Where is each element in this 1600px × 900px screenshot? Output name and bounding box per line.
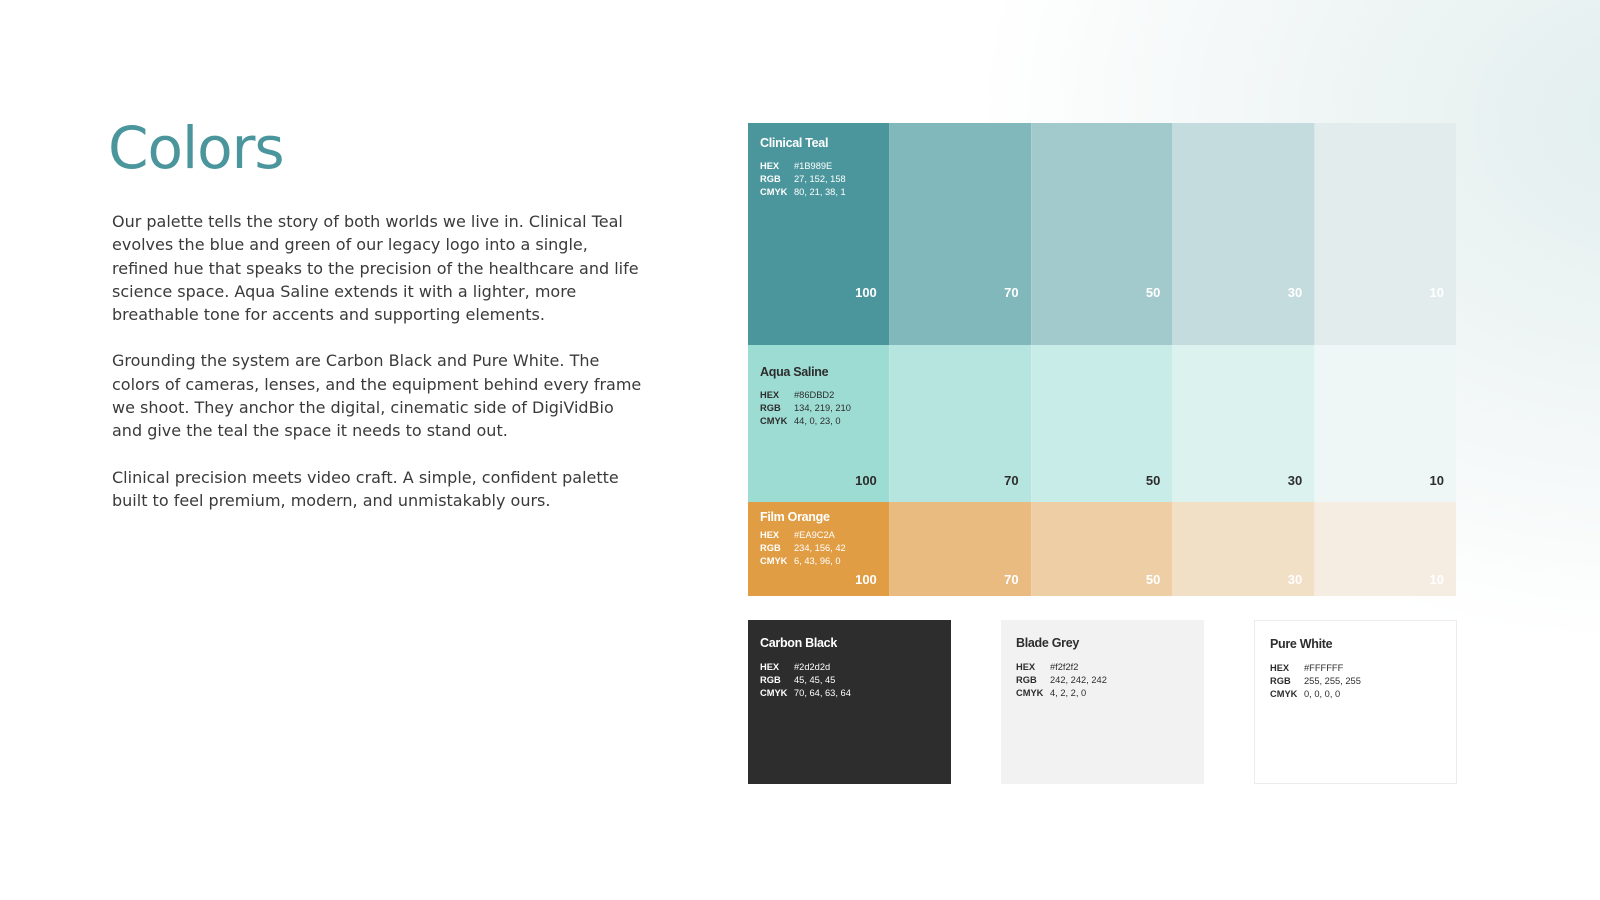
spec-value: #1B989E — [794, 161, 833, 171]
spec-key: CMYK — [760, 556, 788, 566]
color-name: Pure White — [1270, 637, 1333, 651]
spec-hex — [1016, 661, 1107, 674]
spec-key: CMYK — [760, 187, 788, 197]
swatch-tint-70 — [890, 345, 1032, 502]
neutral-palette — [748, 620, 1456, 784]
intro-paragraph: Our palette tells the story of both worlds we live in. Clinical Teal evolves the blue and green of our legacy logo into a single, refined hue that speaks to the precision of the healthcare and life science space. Aqua Saline extends it with a lighter, more breathable tone for accents and supporting elements. — [112, 212, 639, 325]
spec-key: RGB — [760, 174, 781, 184]
tint-label: 100 — [855, 285, 877, 300]
color-name: Aqua Saline — [760, 365, 829, 379]
spec-key: HEX — [1016, 662, 1036, 672]
spec-hex — [760, 529, 846, 542]
tint-label: 100 — [855, 572, 877, 587]
color-info — [760, 136, 846, 199]
color-name: Carbon Black — [760, 636, 837, 650]
color-info — [760, 510, 846, 568]
spec-key: HEX — [760, 161, 780, 171]
tint-label: 50 — [1145, 473, 1161, 488]
spec-value: 255, 255, 255 — [1304, 676, 1361, 686]
swatch-tint-10 — [1315, 502, 1456, 596]
spec-key: RGB — [760, 403, 781, 413]
spec-value: #FFFFFF — [1304, 663, 1344, 673]
swatch-tint-10 — [1315, 123, 1456, 345]
swatch-blade-grey — [1001, 620, 1204, 784]
swatch-tint-30 — [1173, 345, 1315, 502]
spec-key: HEX — [760, 390, 780, 400]
tint-label: 10 — [1429, 572, 1444, 587]
spec-value: 134, 219, 210 — [794, 403, 851, 413]
swatch-tint-30 — [1173, 123, 1315, 345]
spec-rgb — [760, 674, 851, 687]
spec-key: CMYK — [1016, 688, 1044, 698]
spec-cmyk — [760, 555, 846, 568]
tint-label: 30 — [1287, 572, 1303, 587]
spec-cmyk — [1270, 688, 1361, 701]
spec-cmyk — [1016, 687, 1107, 700]
spec-rgb — [760, 402, 851, 415]
color-name: Clinical Teal — [760, 136, 829, 150]
color-row-clinical-teal — [748, 123, 1456, 345]
color-info — [760, 636, 851, 700]
intro-text — [112, 210, 642, 535]
spec-hex — [760, 389, 851, 402]
intro-paragraph: Clinical precision meets video craft. A simple, confident palette built to feel premium, modern, and unmistakably ours. — [112, 467, 619, 510]
color-info — [1016, 636, 1107, 700]
tint-label: 10 — [1429, 285, 1444, 300]
spec-value: 234, 156, 42 — [794, 543, 846, 553]
intro-paragraph: Grounding the system are Carbon Black and Pure White. The colors of cameras, lenses, and the equipment behind every frame we shoot. They anchor the digital, cinematic side of DigiVidBio and give the teal the space it needs to stand out. — [112, 351, 642, 441]
spec-value: 80, 21, 38, 1 — [794, 187, 846, 197]
spec-value: #EA9C2A — [794, 530, 835, 540]
tint-label: 50 — [1145, 572, 1161, 587]
color-row-film-orange — [748, 502, 1456, 596]
spec-rgb — [1016, 674, 1107, 687]
swatch-tint-50 — [1032, 345, 1174, 502]
spec-key: CMYK — [760, 416, 788, 426]
spec-value: 4, 2, 2, 0 — [1050, 688, 1087, 698]
swatch-carbon-black — [748, 620, 951, 784]
tint-label: 70 — [1004, 285, 1019, 300]
spec-value: #2d2d2d — [794, 662, 831, 672]
spec-value: 242, 242, 242 — [1050, 675, 1107, 685]
spec-value: #f2f2f2 — [1050, 662, 1079, 672]
spec-key: HEX — [1270, 663, 1290, 673]
swatch-tint-100 — [748, 123, 890, 345]
color-info — [760, 365, 851, 428]
color-name: Blade Grey — [1016, 636, 1080, 650]
spec-cmyk — [760, 186, 846, 199]
spec-key: RGB — [760, 675, 781, 685]
swatch-tint-100 — [748, 502, 890, 596]
spec-value: 6, 43, 96, 0 — [794, 556, 841, 566]
spec-hex — [1270, 662, 1361, 675]
spec-value: 0, 0, 0, 0 — [1304, 689, 1341, 699]
spec-value: #86DBD2 — [794, 390, 835, 400]
spec-hex — [760, 661, 851, 674]
spec-rgb — [760, 173, 846, 186]
spec-cmyk — [760, 687, 851, 700]
spec-hex — [760, 160, 846, 173]
tint-label: 10 — [1429, 473, 1444, 488]
spec-key: CMYK — [1270, 689, 1298, 699]
page-title: Colors — [108, 114, 284, 182]
spec-key: RGB — [1270, 676, 1291, 686]
swatch-tint-30 — [1173, 502, 1315, 596]
spec-key: CMYK — [760, 688, 788, 698]
swatch-tint-10 — [1315, 345, 1456, 502]
tint-label: 30 — [1287, 473, 1303, 488]
tint-label: 100 — [855, 473, 877, 488]
tint-label: 30 — [1287, 285, 1303, 300]
tint-label: 70 — [1004, 572, 1019, 587]
color-name: Film Orange — [760, 510, 830, 524]
swatch-pure-white — [1254, 620, 1457, 784]
spec-rgb — [1270, 675, 1361, 688]
spec-value: 70, 64, 63, 64 — [794, 688, 851, 698]
spec-key: HEX — [760, 530, 780, 540]
spec-value: 45, 45, 45 — [794, 675, 836, 685]
spec-key: RGB — [1016, 675, 1037, 685]
spec-value: 44, 0, 23, 0 — [794, 416, 841, 426]
primary-palette — [748, 123, 1456, 596]
swatch-tint-50 — [1032, 502, 1174, 596]
spec-key: HEX — [760, 662, 780, 672]
spec-rgb — [760, 542, 846, 555]
spec-cmyk — [760, 415, 851, 428]
color-row-aqua-saline — [748, 345, 1456, 502]
tint-label: 70 — [1004, 473, 1019, 488]
swatch-tint-50 — [1032, 123, 1174, 345]
swatch-tint-70 — [890, 123, 1032, 345]
tint-label: 50 — [1145, 285, 1161, 300]
swatch-tint-100 — [748, 345, 890, 502]
swatch-tint-70 — [890, 502, 1032, 596]
spec-value: 27, 152, 158 — [794, 174, 846, 184]
spec-key: RGB — [760, 543, 781, 553]
color-info — [1270, 637, 1361, 701]
